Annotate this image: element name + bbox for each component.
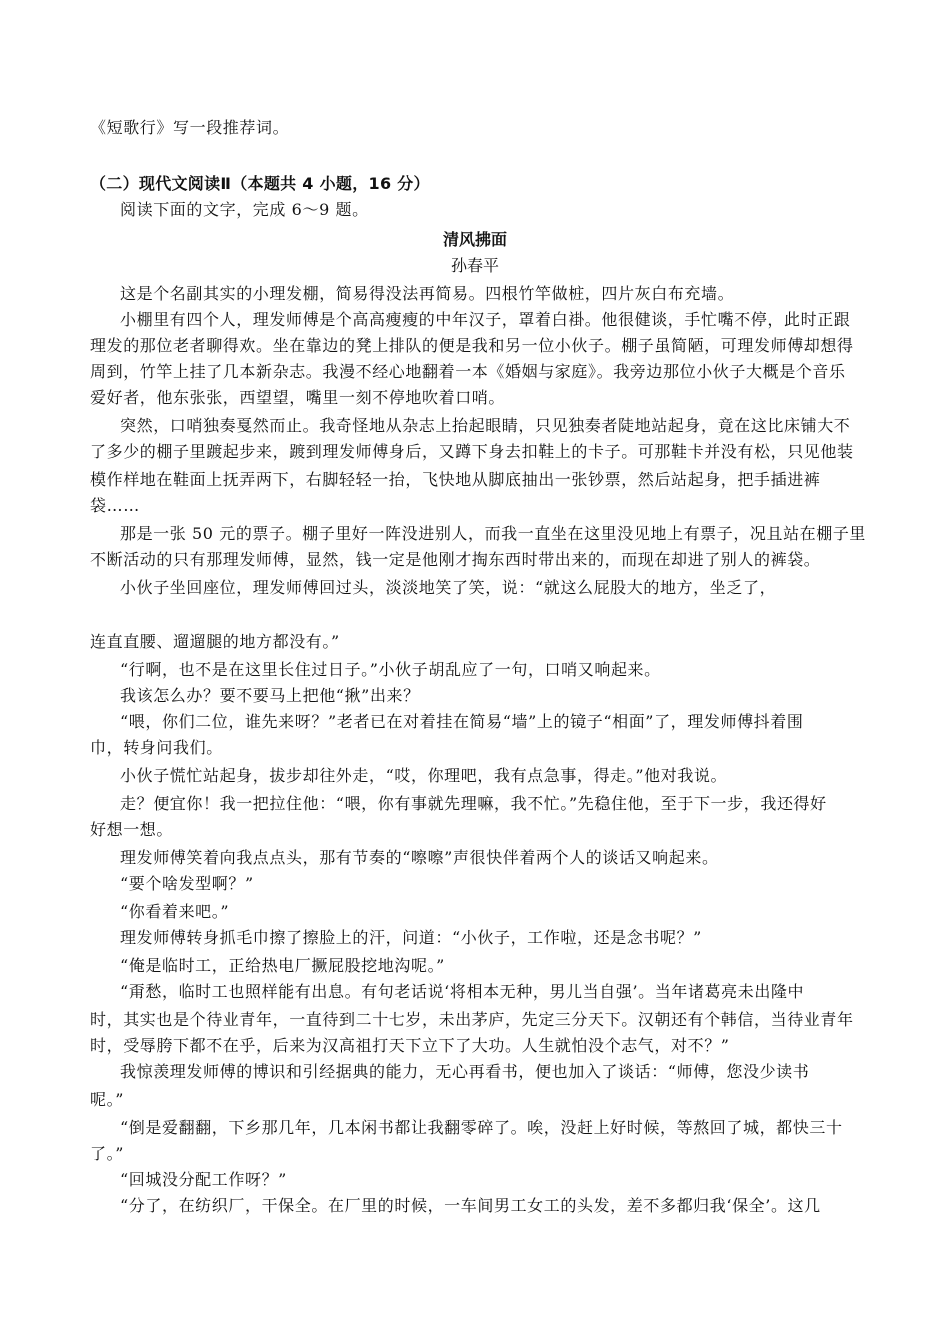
- paragraph-line: 理发师傅笑着向我点点头，那有节奏的“嚓嚓”声很快伴着两个人的谈话又响起来。: [120, 848, 719, 867]
- paragraph-line: “甭愁，临时工也照样能有出息。有句老话说‘将相本无种，男儿当自强’。当年诸葛亮未出隆中: [120, 982, 805, 1001]
- paragraph-line: “分了，在纺织厂，干保全。在厂里的时候，一车间男工女工的头发，差不多都归我‘保全’。这几: [120, 1196, 821, 1215]
- paragraph-line: 模作样地在鞋面上抚弄两下，右脚轻轻一抬，飞快地从脚底抽出一张钞票，然后站起身，把手插进裤: [90, 470, 821, 489]
- paragraph-line: 不断活动的只有那理发师傅，显然，钱一定是他刚才掏东西时带出来的，而现在却进了别人的裤袋。: [90, 550, 821, 569]
- paragraph-line: 爱好者，他东张张，西望望，嘴里一刻不停地吹着口哨。: [90, 388, 506, 407]
- section-instruction: 阅读下面的文字，完成 6～9 题。: [120, 200, 369, 219]
- story-author: 孙春平: [450, 256, 499, 275]
- paragraph-line: 理发的那位老者聊得欢。坐在靠边的凳上排队的便是我和另一位小伙子。棚子虽简陋，可理发师傅却想得: [90, 336, 854, 355]
- paragraph-line: 突然，口哨独奏戛然而止。我奇怪地从杂志上抬起眼睛，只见独奏者陡地站起身，竟在这比床铺大不: [120, 416, 851, 435]
- paragraph-line: 这是个名副其实的小理发棚，简易得没法再简易。四根竹竿做桩，四片灰白布充墙。: [120, 284, 735, 303]
- paragraph-line: 呢。”: [90, 1090, 124, 1109]
- paragraph-line: 我该怎么办？要不要马上把他“揪”出来？: [120, 686, 420, 705]
- paragraph-line: 袋……: [90, 496, 140, 515]
- paragraph-line: 理发师傅转身抓毛巾擦了擦脸上的汗，问道：“小伙子，工作啦，还是念书呢？”: [120, 928, 702, 947]
- paragraph-line: 了。”: [90, 1144, 124, 1163]
- paragraph-line: 小棚里有四个人，理发师傅是个高高瘦瘦的中年汉子，罩着白褂。他很健谈，手忙嘴不停，此时正跟: [120, 310, 851, 329]
- paragraph-line: 小伙子坐回座位，理发师傅回过头，淡淡地笑了笑，说：“就这么屁股大的地方，坐乏了，: [120, 578, 777, 597]
- paragraph-line: 好想一想。: [90, 820, 174, 839]
- intro-tail-text: 《短歌行》写一段推荐词。: [90, 118, 290, 137]
- paragraph-line: “要个啥发型啊？”: [120, 874, 254, 893]
- paragraph-line: 时，受辱胯下都不在乎，后来为汉高祖打天下立下了大功。人生就怕没个志气，对不？”: [90, 1036, 730, 1055]
- paragraph-line: “行啊，也不是在这里长住过日子。”小伙子胡乱应了一句，口哨又响起来。: [120, 660, 661, 679]
- story-title: 清风拂面: [442, 230, 507, 249]
- paragraph-line: 那是一张 50 元的票子。棚子里好一阵没进别人，而我一直坐在这里没见地上有票子，况且站在棚子里: [120, 524, 866, 543]
- paragraph-line: 了多少的棚子里踱起步来，踱到理发师傅身后，又蹲下身去扣鞋上的卡子。可那鞋卡并没有松，只见他装: [90, 442, 854, 461]
- paragraph-line: 周到，竹竿上挂了几本新杂志。我漫不经心地翻着一本《婚姻与家庭》。我旁边那位小伙子大概是个音乐: [90, 362, 846, 381]
- paragraph-line: 我惊羡理发师傅的博识和引经据典的能力，无心再看书，便也加入了谈话：“师傅，您没少读书: [120, 1062, 810, 1081]
- paragraph-line: 小伙子慌忙站起身，拔步却往外走，“哎，你理吧，我有点急事，得走。”他对我说。: [120, 766, 728, 785]
- paragraph-line: “倒是爱翻翻，下乡那几年，几本闲书都让我翻零碎了。唉，没赶上好时候，等熬回了城，都快三十: [120, 1118, 843, 1137]
- paragraph-line: 时，其实也是个待业青年，一直待到二十七岁，未出茅庐，先定三分天下。汉朝还有个韩信，当待业青年: [90, 1010, 854, 1029]
- paragraph-line: “你看着来吧。”: [120, 902, 230, 921]
- section-heading: （二）现代文阅读Ⅱ（本题共 4 小题，16 分）: [90, 174, 430, 193]
- paragraph-line: 走？便宜你！我一把拉住他：“喂，你有事就先理嘛，我不忙。”先稳住他，至于下一步，我还得好: [120, 794, 827, 813]
- paragraph-line: “俺是临时工，正给热电厂撅屁股挖地沟呢。”: [120, 956, 445, 975]
- paragraph-line: 连直直腰、遛遛腿的地方都没有。”: [90, 632, 340, 651]
- paragraph-line: 巾，转身问我们。: [90, 738, 223, 757]
- paragraph-line: “喂，你们二位，谁先来呀？”老者已在对着挂在简易“墙”上的镜子“相面”了，理发师傅抖着围: [120, 712, 804, 731]
- paragraph-line: “回城没分配工作呀？”: [120, 1170, 287, 1189]
